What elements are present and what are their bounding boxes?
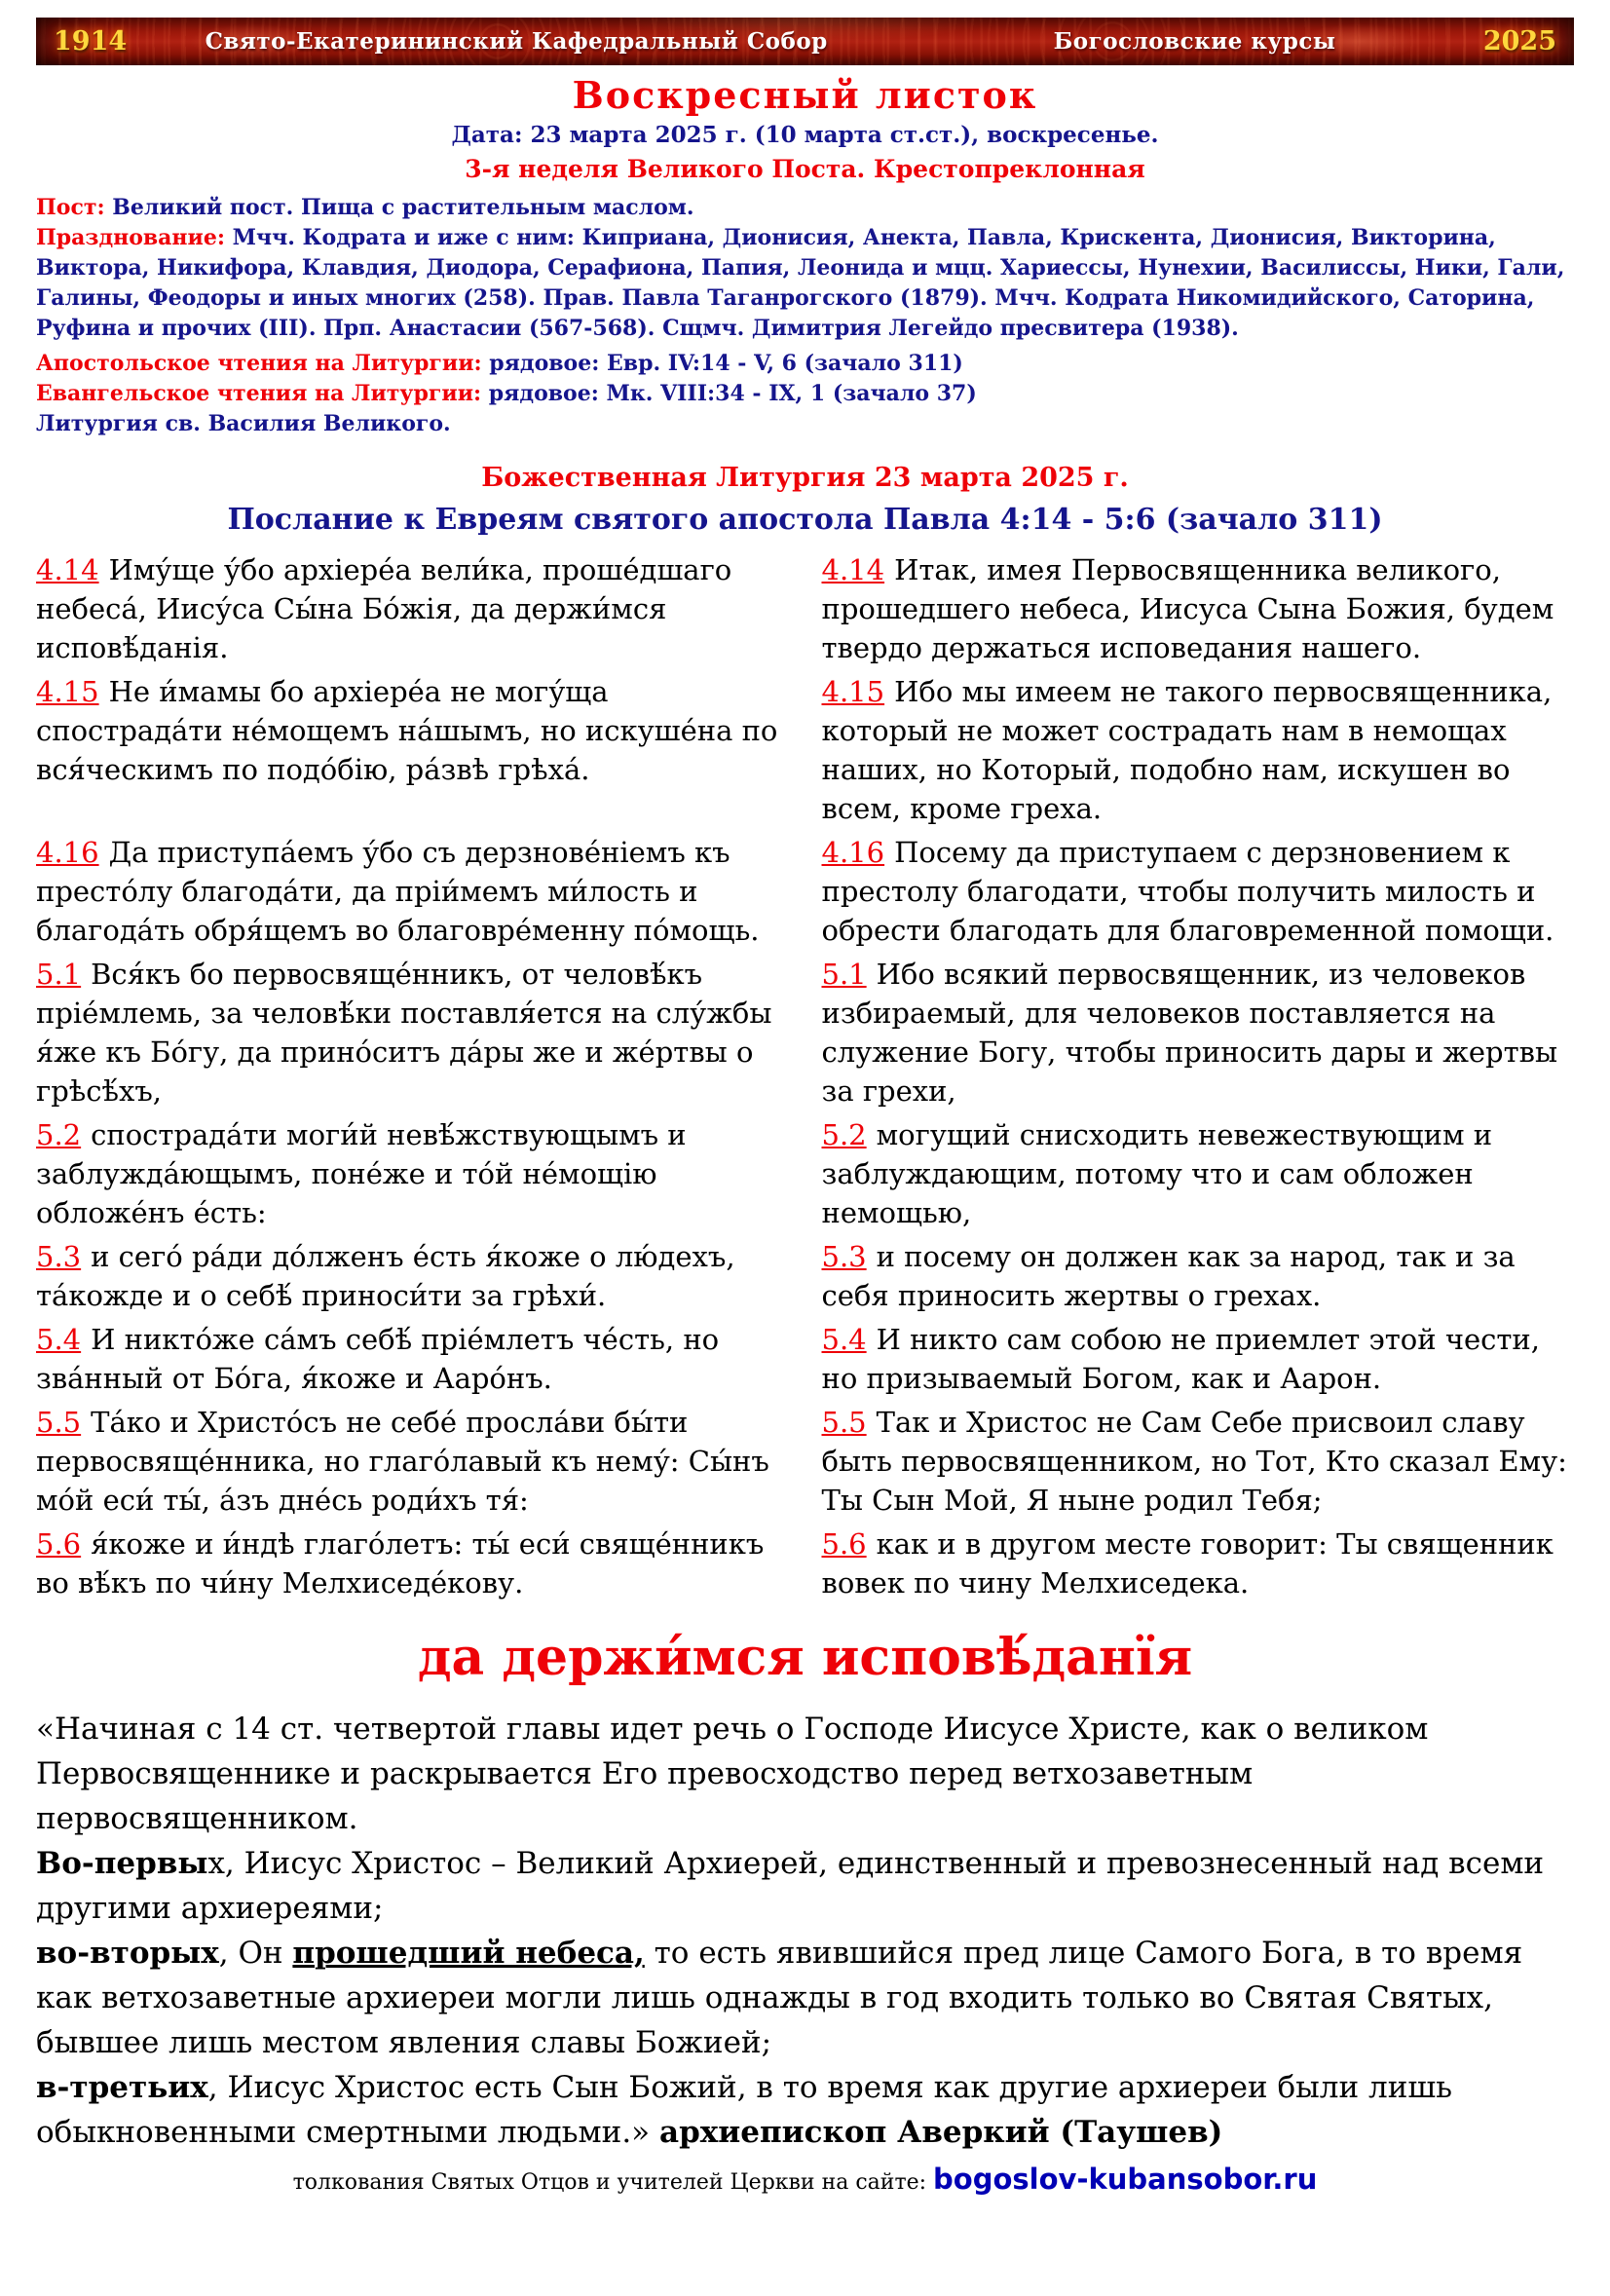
- verse-row: [36, 1403, 1580, 1520]
- footer-line: [0, 2163, 1610, 2196]
- date-line: Дата: 23 марта 2025 г. (10 марта ст.ст.), воскресенье.: [451, 122, 1159, 148]
- verse-row: [36, 955, 1580, 1110]
- apostle-reading-label: Апостольское чтения на Литургии:: [36, 351, 482, 376]
- header-banner: [36, 18, 1574, 65]
- verse-number-ru: 4.16: [821, 836, 885, 869]
- apostle-reading-text: рядовое: Евр. IV:14 - V, 6 (зачало 311): [481, 351, 963, 376]
- feast-line: [36, 223, 1574, 344]
- fast-line: [36, 193, 1574, 223]
- verse-text-cs: спострада́ти моги́й невѣ́жствующымъ и заблужда́ющымъ, поне́же и то́й не́мощію обложе́нъ е́сть:: [36, 1118, 687, 1229]
- slavonic-slogan: да держи́мся исповѣ́данїя: [417, 1628, 1193, 1687]
- service-info-block: [36, 193, 1574, 439]
- verse-number-ru: 4.15: [821, 675, 885, 708]
- commentary-p2-bold: Во-первы: [36, 1846, 208, 1881]
- verse-cell-slavonic: [36, 1403, 795, 1520]
- verse-text-ru: Итак, имея Первосвященника великого, прошедшего небеса, Иисуса Сына Божия, будем твердо держаться исповедания нашего.: [821, 553, 1554, 664]
- verse-cell-slavonic: [36, 1524, 795, 1602]
- verse-cell-slavonic: [36, 1320, 795, 1398]
- verse-text-cs: И никто́же са́мъ себѣ́ пріе́млетъ че́сть, но зва́нный от Бо́га, я́коже и Ааро́нъ.: [36, 1323, 720, 1395]
- verse-number-ru: 4.14: [821, 553, 885, 586]
- banner-year-current: 2025: [1482, 26, 1556, 56]
- verse-number-ru: 5.5: [821, 1406, 867, 1439]
- verse-row: [36, 672, 1580, 828]
- verse-cell-slavonic: [36, 1115, 795, 1232]
- verse-text-ru: Ибо мы имеем не такого первосвященника, который не может сострадать нам в немощах наших, но Который, подобно нам, искушен во всем, кроме греха.: [821, 675, 1553, 825]
- verse-number-cs: 5.4: [36, 1323, 82, 1356]
- verse-number-cs: 4.15: [36, 675, 99, 708]
- commentary-p1-text: «Начиная с 14 ст. четвертой главы идет речь о Господе Иисусе Христе, как о великом Первосвященнике и раскрывается Его превосходство перед ветхозаветным первосвященником.: [36, 1712, 1429, 1836]
- liturgy-heading: Божественная Литургия 23 марта 2025 г.: [481, 463, 1129, 493]
- verse-number-ru: 5.4: [821, 1323, 867, 1356]
- verse-cell-russian: [822, 1524, 1581, 1602]
- verse-number-cs: 5.6: [36, 1527, 82, 1561]
- liturgy-note: Литургия св. Василия Великого.: [36, 411, 451, 436]
- feast-label: Празднование:: [36, 225, 225, 250]
- verse-text-ru: могущий снисходить невежествующим и заблуждающим, потому что и сам обложен немощью,: [821, 1118, 1493, 1229]
- verse-cell-slavonic: [36, 833, 795, 950]
- verses-table: [36, 550, 1580, 1602]
- feast-text: Мчч. Кодрата и иже с ним: Киприана, Дионисия, Анекта, Павла, Крискента, Дионисия, Викторина, Виктора, Никифора, Клавдия, Диодора, Серафиона, Папия, Леонида и мцц. Хариессы, Нунехии, Василиссы, Ники, Гали, Галины, Феодоры и иных многих (258). Прав. Павла Таганрогского (1879). Мчч. Кодрата Никомидийского, Саторина, Руфина и прочих (III). Прп. Анастасии (567-568). Сщмч. Димитрия Легейдо пресвитера (1938).: [36, 225, 1565, 341]
- commentary-p3-bold2: прошедший небеса,: [292, 1936, 645, 1971]
- site-link[interactable]: bogoslov-kubansobor.ru: [933, 2163, 1318, 2196]
- commentary-paragraph-3: [36, 1931, 1574, 2065]
- verse-number-ru: 5.6: [821, 1527, 867, 1561]
- commentary-author: архиепископ Аверкий (Таушев): [659, 2115, 1223, 2150]
- banner-year-founded: 1914: [54, 26, 128, 56]
- verse-cell-russian: [822, 1403, 1581, 1520]
- verse-number-cs: 4.14: [36, 553, 99, 586]
- verse-cell-russian: [822, 833, 1581, 950]
- verse-text-cs: и сего́ ра́ди до́лженъ е́сть я́коже о лю́дехъ, та́кожде и о себѣ́ приноси́ти за грѣхи́.: [36, 1240, 735, 1312]
- verse-cell-russian: [822, 672, 1581, 828]
- liturgy-note-line: [36, 409, 1574, 439]
- verse-cell-russian: [822, 955, 1581, 1110]
- verse-cell-slavonic: [36, 550, 795, 667]
- verse-text-ru: И никто сам собою не приемлет этой чести, но призываемый Богом, как и Аарон.: [821, 1323, 1540, 1395]
- verse-number-cs: 5.2: [36, 1118, 82, 1151]
- banner-cathedral-title: Свято-Екатерининский Кафедральный Собор: [205, 28, 828, 55]
- gospel-reading-text: рядовое: Мк. VIII:34 - IX, 1 (зачало 37): [481, 381, 977, 406]
- fast-text: Великий пост. Пища с растительным маслом.: [104, 195, 694, 220]
- verse-number-cs: 4.16: [36, 836, 99, 869]
- verse-row: [36, 1237, 1580, 1315]
- verse-cell-russian: [822, 550, 1581, 667]
- verse-text-cs: Не и́мамы бо архіере́а не могу́ща спострада́ти не́мощемъ на́шымъ, но искуше́на по вся́ческимъ по подо́бію, ра́звѣ грѣха́.: [36, 675, 778, 786]
- verse-number-cs: 5.5: [36, 1406, 82, 1439]
- verse-text-ru: как и в другом месте говорит: Ты священник вовек по чину Мелхиседека.: [821, 1527, 1554, 1600]
- verse-text-cs: я́коже и и́ндѣ глаго́летъ: ты́ еси́ свяще́нникъ во вѣ́къ по чи́ну Мелхиседе́кову.: [36, 1527, 765, 1600]
- banner-courses-title: Богословские курсы: [1053, 28, 1336, 55]
- verse-number-cs: 5.1: [36, 958, 82, 991]
- commentary-p3-mid: , Он: [218, 1936, 293, 1971]
- verse-row: [36, 1524, 1580, 1602]
- verse-number-ru: 5.3: [821, 1240, 867, 1273]
- commentary-p4-text: , Иисус Христос есть Сын Божий, в то время как другие архиереи были лишь обыкновенными смертными людьми.»: [36, 2070, 1453, 2150]
- verse-cell-russian: [822, 1320, 1581, 1398]
- verse-text-ru: Посему да приступаем с дерзновением к престолу благодати, чтобы получить милость и обрести благодать для благовременной помощи.: [821, 836, 1554, 947]
- verse-number-ru: 5.2: [821, 1118, 867, 1151]
- verse-number-cs: 5.3: [36, 1240, 82, 1273]
- verse-text-ru: Ибо всякий первосвященник, из человеков избираемый, для человеков поставляется на служение Богу, чтобы приносить дары и жертвы за грехи,: [821, 958, 1558, 1108]
- verse-row: [36, 550, 1580, 667]
- verse-text-cs: Вся́къ бо первосвяще́нникъ, от человѣ́къ пріе́млемь, за человѣ́ки поставля́ется на слу́жбы я́же къ Бо́гу, да прино́ситъ да́ры же и же́ртвы о грѣсѣ́хъ,: [36, 958, 772, 1108]
- epistle-heading: Послание к Евреям святого апостола Павла 4:14 - 5:6 (зачало 311): [227, 503, 1383, 537]
- verse-text-ru: Так и Христос не Сам Себе присвоил славу быть первосвященником, но Тот, Кто сказал Ему: Ты Сын Мой, Я ныне родил Тебя;: [821, 1406, 1567, 1517]
- bulletin-page: [0, 18, 1610, 2296]
- commentary-paragraph-2: [36, 1841, 1574, 1931]
- commentary-paragraph-1: [36, 1707, 1574, 1841]
- apostle-reading-line: [36, 349, 1574, 379]
- verse-row: [36, 833, 1580, 950]
- gospel-reading-label: Евангельское чтения на Литургии:: [36, 381, 482, 406]
- verse-text-cs: Да приступа́емъ у́бо съ дерзнове́ніемъ къ престо́лу благода́ти, да пріи́мемъ ми́лость и благода́ть обря́щемъ во благовре́менну по́мощь.: [36, 836, 760, 947]
- verse-cell-slavonic: [36, 1237, 795, 1315]
- fast-label: Пост:: [36, 195, 105, 220]
- page-title: Воскресный листок: [572, 73, 1038, 117]
- verse-cell-russian: [822, 1115, 1581, 1232]
- verse-cell-russian: [822, 1237, 1581, 1315]
- gospel-reading-line: [36, 379, 1574, 409]
- verse-row: [36, 1320, 1580, 1398]
- commentary-p3-text: то есть явившийся пред лице Самого Бога, в то время как ветхозаветные архиереи могли лишь однажды в год входить только во Святая Святых, бывшее лишь местом явления славы Божией;: [36, 1936, 1523, 2060]
- verse-text-cs: Та́ко и Христо́съ не себе́ просла́ви бы́ти первосвяще́нника, но глаго́лавый къ нему́: Сы́нъ мо́й еси́ ты́, а́зъ дне́сь роди́хъ тя́:: [36, 1406, 769, 1517]
- footer-text: толкования Святых Отцов и учителей Церкви на сайте:: [292, 2170, 934, 2195]
- verse-number-ru: 5.1: [821, 958, 867, 991]
- verse-cell-slavonic: [36, 955, 795, 1110]
- verse-row: [36, 1115, 1580, 1232]
- verse-text-cs: Иму́ще у́бо архіере́а вели́ка, проше́дшаго небеса́, Иису́са Сы́на Бо́жія, да держи́мся исповѣ́данія.: [36, 553, 732, 664]
- commentary-paragraph-4: [36, 2065, 1574, 2155]
- verse-text-ru: и посему он должен как за народ, так и за себя приносить жертвы о грехах.: [821, 1240, 1516, 1312]
- commentary-p4-bold: в-третьих: [36, 2070, 208, 2105]
- commentary-p2-text: х, Иисус Христос – Великий Архиерей, единственный и превознесенный над всеми другими архиереями;: [36, 1846, 1545, 1926]
- commentary-p3-bold1: во-вторых: [36, 1936, 219, 1971]
- verse-cell-slavonic: [36, 672, 795, 828]
- week-line: 3-я неделя Великого Поста. Крестопреклонная: [465, 155, 1145, 183]
- commentary-block: [36, 1707, 1574, 2155]
